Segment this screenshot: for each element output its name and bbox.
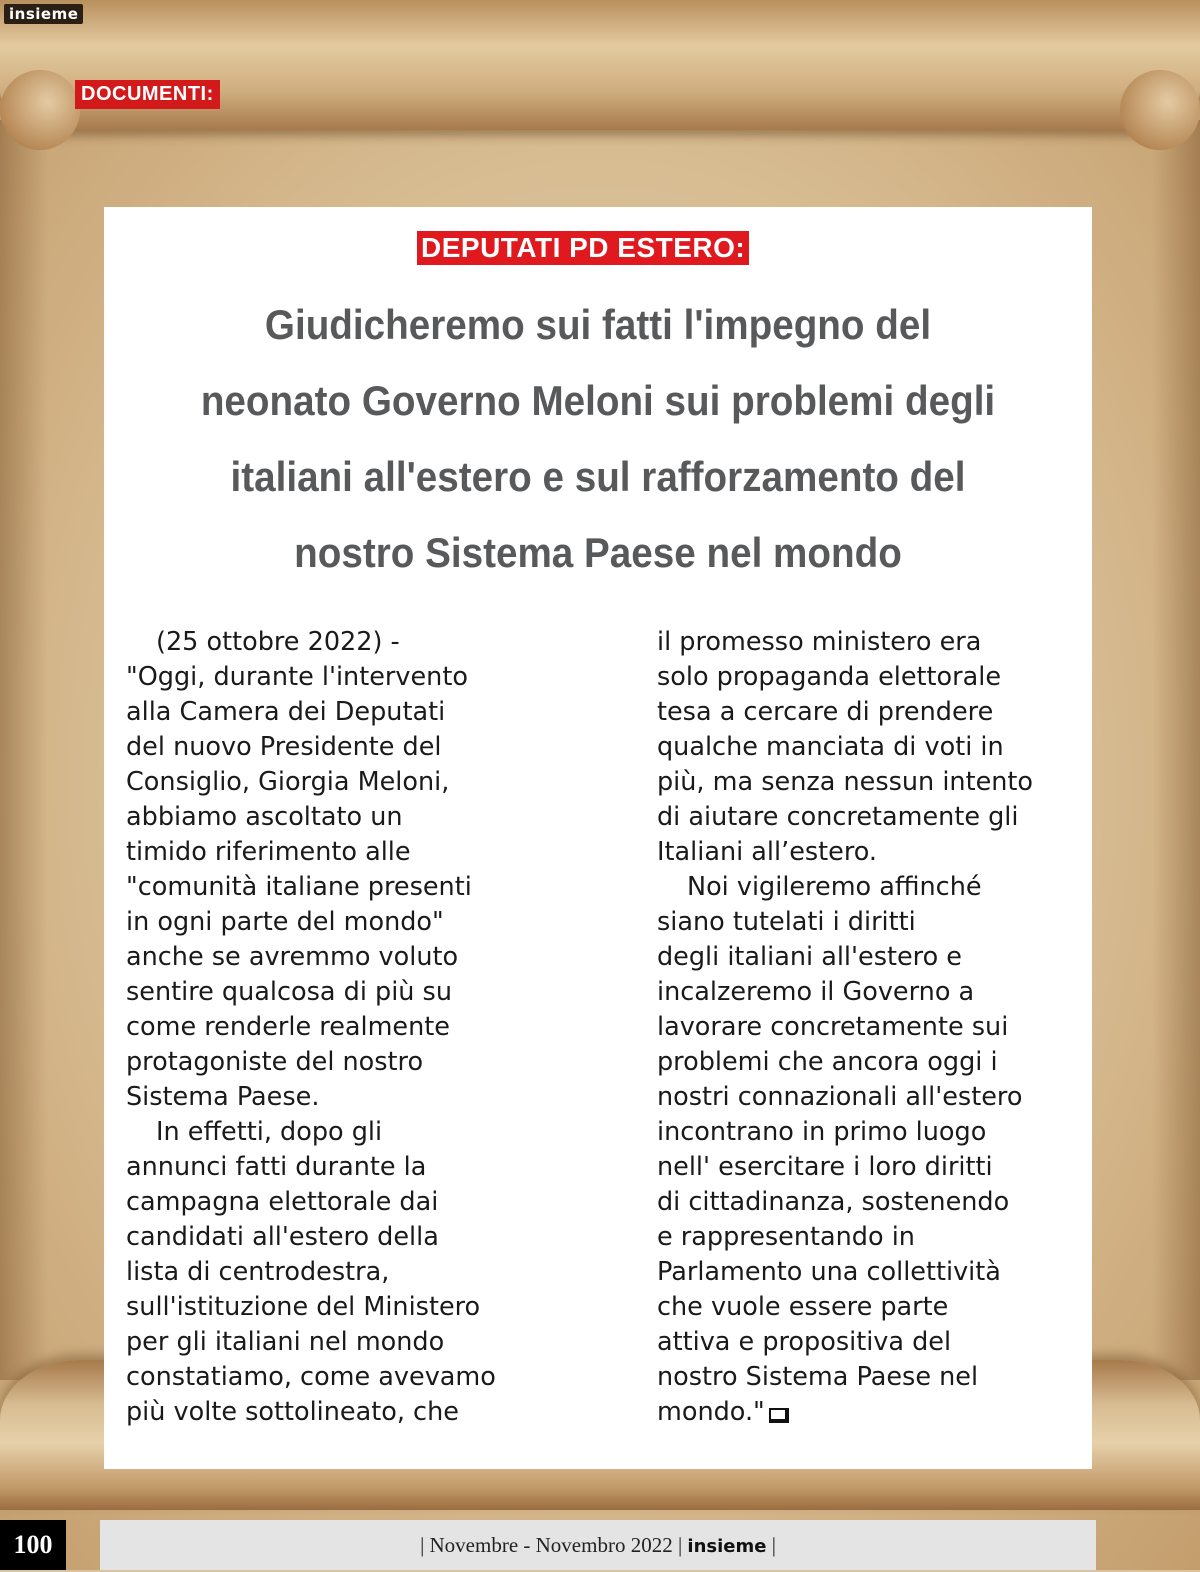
article-column-right: [657, 625, 1087, 1430]
headline-line: nostro Sistema Paese nel mondo: [294, 529, 902, 576]
page-number: 100: [0, 1520, 66, 1570]
text-line: "comunità italiane presenti: [126, 872, 472, 902]
footer-brand: insieme: [687, 1536, 767, 1557]
text-line: lista di centrodestra,: [126, 1257, 390, 1287]
paragraph: [657, 625, 1087, 870]
footer-issue-text: | Novembre - Novembro 2022 |: [420, 1533, 683, 1557]
text-line: sull'istituzione del Ministero: [126, 1292, 481, 1322]
text-line: campagna elettorale dai: [126, 1187, 439, 1217]
section-tag: DOCUMENTI:: [75, 80, 220, 109]
text-line: per gli italiani nel mondo: [126, 1327, 445, 1357]
text-line: nostri connazionali all'estero: [657, 1082, 1023, 1112]
page-footer: [100, 1520, 1096, 1570]
text-line: candidati all'estero della: [126, 1222, 439, 1252]
text-line: Sistema Paese.: [126, 1082, 320, 1112]
text-line: che vuole essere parte: [657, 1292, 949, 1322]
text-line: anche se avremmo voluto: [126, 942, 459, 972]
end-of-article-icon: [769, 1408, 789, 1423]
scroll-top-roll: [0, 0, 1200, 130]
text-line: mondo.": [657, 1397, 765, 1427]
text-line: abbiamo ascoltato un: [126, 802, 403, 832]
footer-closing-bar: |: [771, 1533, 776, 1557]
text-line: timido riferimento alle: [126, 837, 411, 867]
article-column-left: [126, 625, 556, 1430]
text-line: più volte sottolineato, che: [126, 1397, 459, 1427]
text-line: sentire qualcosa di più su: [126, 977, 452, 1007]
text-line: di cittadinanza, sostenendo: [657, 1187, 1010, 1217]
paragraph: [126, 625, 556, 1115]
text-line: attiva e propositiva del: [657, 1327, 952, 1357]
text-line: Parlamento una collettività: [657, 1257, 1001, 1287]
text-line: tesa a cercare di prendere: [657, 697, 994, 727]
text-line: problemi che ancora oggi i: [657, 1047, 998, 1077]
article-headline: [162, 287, 1034, 591]
parchment-right-edge: [1152, 120, 1200, 1380]
text-line: annunci fatti durante la: [126, 1152, 427, 1182]
text-line: incontrano in primo luogo: [657, 1117, 987, 1147]
text-line: alla Camera dei Deputati: [126, 697, 446, 727]
text-line: incalzeremo il Governo a: [657, 977, 975, 1007]
text-line: constatiamo, come avevamo: [126, 1362, 496, 1392]
scroll-top-right-curl: [1120, 70, 1200, 150]
text-line: del nuovo Presidente del: [126, 732, 442, 762]
headline-line: italiani all'estero e sul rafforzamento del: [230, 453, 966, 500]
text-line: qualche manciata di voti in: [657, 732, 1004, 762]
scroll-top-left-curl: [0, 70, 80, 150]
text-line: siano tutelati i diritti: [657, 907, 916, 937]
parchment-left-edge: [0, 120, 48, 1380]
text-line: in ogni parte del mondo": [126, 907, 444, 937]
text-line: lavorare concretamente sui: [657, 1012, 1009, 1042]
article-panel: [104, 207, 1092, 1469]
text-line: solo propaganda elettorale: [657, 662, 1002, 692]
text-line: In effetti, dopo gli: [156, 1117, 383, 1147]
text-line: protagoniste del nostro: [126, 1047, 424, 1077]
text-line: nostro Sistema Paese nel: [657, 1362, 979, 1392]
headline-line: neonato Governo Meloni sui problemi degli: [200, 377, 996, 424]
text-line: Italiani all’estero.: [657, 837, 878, 867]
paragraph: [126, 1115, 556, 1430]
headline-line: Giudicheremo sui fatti l'impegno del: [264, 301, 932, 348]
text-line: il promesso ministero era: [657, 627, 982, 657]
text-line: Consiglio, Giorgia Meloni,: [126, 767, 450, 797]
text-line: degli italiani all'estero e: [657, 942, 962, 972]
text-line: di aiutare concretamente gli: [657, 802, 1019, 832]
text-line: (25 ottobre 2022) -: [156, 627, 400, 657]
paragraph: [657, 870, 1087, 1430]
text-line: "Oggi, durante l'intervento: [126, 662, 468, 692]
article-kicker: DEPUTATI PD ESTERO:: [417, 231, 749, 265]
text-line: e rappresentando in: [657, 1222, 915, 1252]
text-line: più, ma senza nessun intento: [657, 767, 1034, 797]
masthead-logo: insieme: [4, 4, 83, 24]
text-line: come renderle realmente: [126, 1012, 450, 1042]
text-line: Noi vigileremo affinché: [687, 872, 982, 902]
text-line: nell' esercitare i loro diritti: [657, 1152, 993, 1182]
